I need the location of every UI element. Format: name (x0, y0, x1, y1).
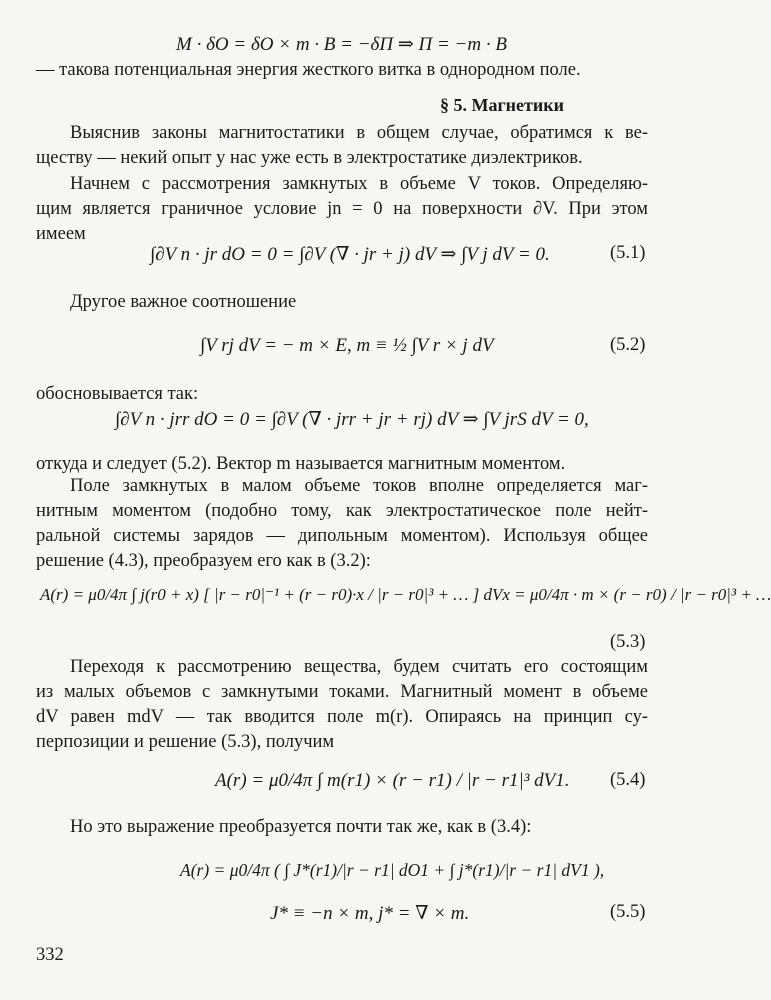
line-after-top: — такова потенциальная энергия жесткого витка в однородном поле. (36, 60, 581, 80)
paragraph-2 (36, 172, 648, 247)
para4-line2: из малых объемов с замкнутыми токами. Магнитный момент в объеме (36, 682, 648, 702)
para5-line1: Но это выражение преобразуется почти так же, как в (3.4): (70, 817, 532, 837)
equation-5-1-number: (5.1) (610, 243, 646, 263)
equation-5-3-number: (5.3) (610, 632, 646, 652)
section-heading: § 5. Магнетики (440, 95, 564, 115)
equation-justification (115, 408, 589, 431)
para3-line3: ральной системы зарядов — дипольным моментом). Используя общее (36, 526, 648, 546)
para3-line4: решение (4.3), преобразуем его как в (3.2): (36, 551, 371, 571)
equation-5-2 (200, 335, 494, 357)
para2-line2: щим является граничное условие jn = 0 на поверхности ∂V. При этом (36, 199, 648, 219)
paragraph-3 (36, 474, 648, 574)
equation-5-5a (180, 860, 604, 881)
equation-5-2-text: ∫V rj dV = − m × E, m ≡ ½ ∫V r × j dV (200, 335, 494, 356)
equation-5-5-number: (5.5) (610, 902, 646, 922)
para2-line3: имеем (36, 224, 86, 244)
equation-5-1-text: ∫∂V n · jr dO = 0 = ∫∂V (∇ · jr + j) dV ⇒ ∫V j dV = 0. (150, 244, 550, 265)
page-number: 332 (36, 945, 64, 965)
para4-line4: перпозиции и решение (5.3), получим (36, 732, 335, 752)
para3-line1: Поле замкнутых в малом объеме токов вполне определяется маг- (70, 476, 648, 496)
equation-justification-text: ∫∂V n · jrr dO = 0 = ∫∂V (∇ · jrr + jr + rj) dV ⇒ ∫V jrS dV = 0, (115, 409, 589, 430)
equation-5-1 (150, 243, 550, 266)
justified-text: обосновывается так: (36, 384, 199, 404)
equation-5-3 (40, 585, 771, 605)
top-equation (176, 33, 507, 56)
top-equation-text: M · δO = δO × m · B = −δΠ ⇒ Π = −m · B (176, 34, 507, 55)
para3-line2: нитным моментом (подобно тому, как электростатическое поле нейт- (36, 501, 648, 521)
equation-5-5b (270, 902, 469, 925)
para1-line2: ществу — некий опыт у нас уже есть в электростатике диэлектриков. (36, 148, 583, 168)
equation-5-2-number: (5.2) (610, 335, 646, 355)
para1-line1: Выяснив законы магнитостатики в общем случае, обратимся к ве- (70, 123, 648, 143)
follows-text: откуда и следует (5.2). Вектор m называется магнитным моментом. (36, 454, 566, 474)
paragraph-1 (36, 121, 648, 171)
paragraph-4 (36, 655, 648, 755)
para4-line3: dV равен mdV — так вводится поле m(r). Опираясь на принцип су- (36, 707, 648, 727)
para4-line1: Переходя к рассмотрению вещества, будем считать его состоящим (70, 657, 648, 677)
equation-5-4-text: A(r) = μ0/4π ∫ m(r1) × (r − r1) / |r − r1|³ dV1. (215, 770, 570, 791)
other-relation-text: Другое важное соотношение (70, 292, 297, 312)
para2-line1: Начнем с рассмотрения замкнутых в объеме V токов. Определяю- (70, 174, 648, 194)
equation-5-4-number: (5.4) (610, 770, 646, 790)
equation-5-5b-text: J* ≡ −n × m, j* = ∇ × m. (270, 903, 470, 924)
equation-5-5a-text: A(r) = μ0/4π ( ∫ J*(r1)/|r − r1| dO1 + ∫ j*(r1)/|r − r1| dV1 ), (180, 860, 605, 880)
equation-5-4 (215, 770, 570, 792)
equation-5-3-text: A(r) = μ0/4π ∫ j(r0 + x) [ |r − r0|⁻¹ + (r − r0)·x / |r − r0|³ + … ] dVx = μ0/4π · m × (r − r0) / |r − r0|³ + … (40, 585, 771, 604)
